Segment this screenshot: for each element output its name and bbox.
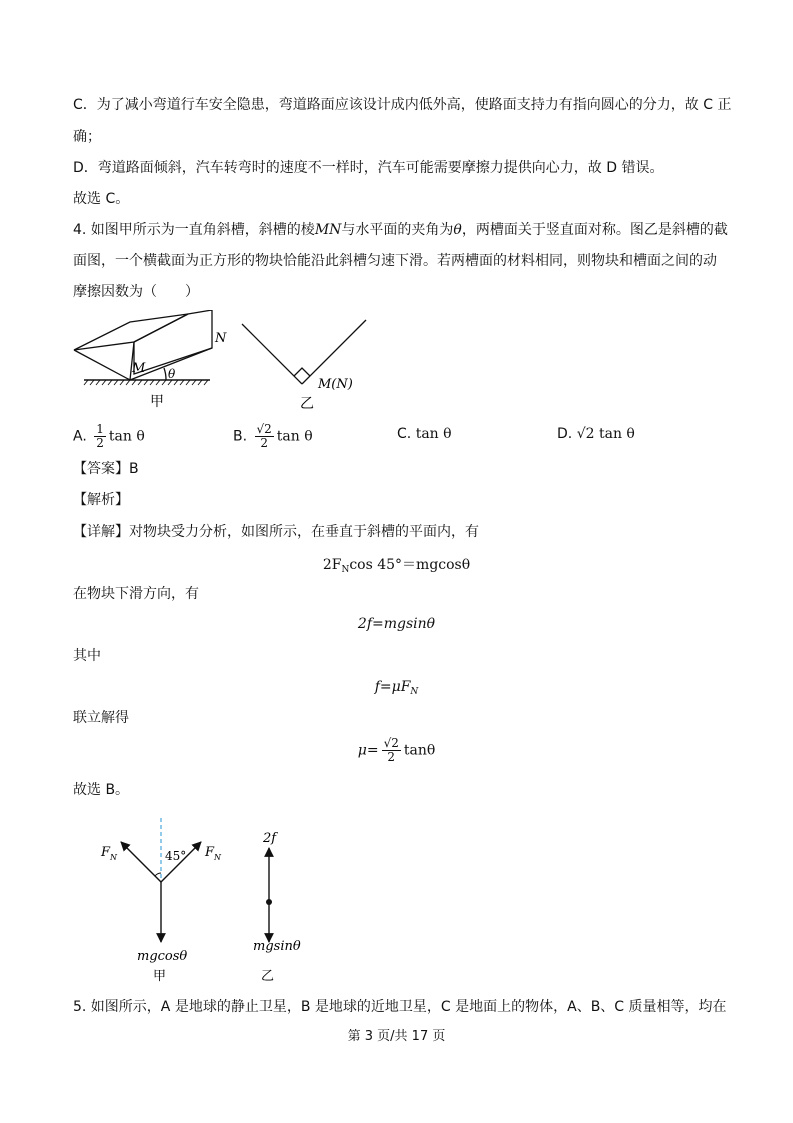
eq1-part-b: cos 45°＝mgcosθ	[349, 557, 471, 573]
caption-yi-2: 乙	[261, 969, 275, 984]
force-diagram	[95, 812, 335, 987]
option-c[interactable]	[397, 426, 452, 442]
choose-b-conclusion: 故选 B。	[73, 782, 130, 798]
q4-text-post: ，两槽面关于竖直面对称。图乙是斜槽的截	[461, 222, 728, 238]
analysis-heading: 【解析】	[73, 492, 129, 508]
label-m-n: M(N)	[318, 377, 353, 392]
detail-line: 【详解】对物块受力分析，如图所示，在垂直于斜槽的平面内，有	[73, 524, 479, 540]
option-b[interactable]	[233, 423, 313, 450]
along-direction-line: 在物块下滑方向，有	[73, 586, 199, 602]
option-d-tan: tan θ	[598, 426, 635, 442]
question-4-line3: 摩擦因数为（ ）	[73, 284, 199, 300]
mgcos-label: mgcosθ	[137, 949, 188, 964]
equation-friction-definition	[0, 679, 793, 697]
solve-line: 联立解得	[73, 710, 129, 726]
edge-mn: MN	[314, 222, 342, 238]
eq1-part-a: 2F	[322, 557, 342, 573]
eq4-fraction	[382, 737, 401, 764]
eq4-numerator: √2	[383, 736, 399, 750]
eq4-mu: μ=	[357, 742, 379, 759]
option-d-explanation: D．弯道路面倾斜，汽车转弯时的速度不一样时，汽车可能需要摩擦力提供向心力，故 D 错误。	[73, 160, 664, 176]
answer-line: 【答案】B	[73, 461, 139, 477]
two-f-label: 2f	[263, 831, 277, 846]
label-n: N	[215, 331, 227, 346]
option-c-label: C.	[397, 426, 412, 442]
option-c-explanation-line2: 确；	[73, 129, 101, 145]
option-a[interactable]	[73, 423, 145, 450]
fn-right-label: $F_N$	[205, 845, 222, 862]
caption-yi: 乙	[300, 396, 314, 412]
eq4-denominator: 2	[387, 750, 396, 764]
option-b-tan: tan θ	[276, 428, 313, 445]
question-4-line1	[73, 221, 728, 239]
option-a-label: A.	[73, 428, 87, 445]
frac-numerator: 1	[96, 422, 104, 436]
mgsin-label: mgsinθ	[253, 939, 301, 954]
angle-45-label: 45°	[165, 849, 187, 863]
angle-theta: θ	[453, 222, 462, 238]
question-4-line2: 面图，一个横截面为正方形的物块恰能沿此斜槽匀速下滑。若两槽面的材料相同，则物块和槽面之间的动	[73, 253, 717, 269]
option-d-root2: √2	[576, 426, 595, 442]
q4-text-mid: 与水平面的夹角为	[341, 222, 454, 238]
eq3-subscript: N	[410, 687, 419, 697]
eq1-subscript: N	[341, 565, 350, 575]
caption-jia-2: 甲	[153, 969, 167, 984]
label-theta: θ	[168, 367, 176, 381]
q4-text-pre: 4. 如图甲所示为一直角斜槽，斜槽的棱	[73, 222, 315, 238]
option-a-tan: tan θ	[108, 428, 145, 445]
trough-figure	[70, 310, 380, 420]
option-d-label: D.	[557, 426, 573, 442]
frac-denominator: 2	[96, 436, 104, 450]
option-d[interactable]	[557, 426, 635, 442]
where-line: 其中	[73, 648, 101, 664]
question-5-line1: 5. 如图所示，A 是地球的静止卫星，B 是地球的近地卫星，C 是地面上的物体，A、B、C 质量相等，均在	[73, 999, 727, 1015]
page-footer: 第 3 页/共 17 页	[347, 1029, 446, 1044]
equation-normal-force	[0, 554, 793, 575]
fn-left-label: $F_N$	[101, 845, 118, 862]
caption-jia: 甲	[150, 394, 164, 410]
fraction-one-half	[94, 423, 106, 450]
frac-numerator: √2	[256, 422, 272, 436]
fraction-root2-over-2	[255, 423, 274, 450]
choose-c-conclusion: 故选 C。	[73, 191, 130, 207]
equation-friction-balance: 2f=mgsinθ	[357, 616, 436, 632]
equation-mu-result	[0, 737, 793, 764]
option-c-explanation-line1: C．为了减小弯道行车安全隐患，弯道路面应该设计成内低外高，使路面支持力有指向圆心的分力，故 C 正	[73, 97, 732, 113]
label-m: M	[132, 361, 146, 376]
option-b-label: B.	[233, 428, 248, 445]
eq3-part-a: f=μF	[374, 679, 411, 695]
option-c-tan: tan θ	[415, 426, 452, 442]
eq4-tan: tanθ	[403, 742, 436, 759]
frac-denominator: 2	[260, 436, 268, 450]
